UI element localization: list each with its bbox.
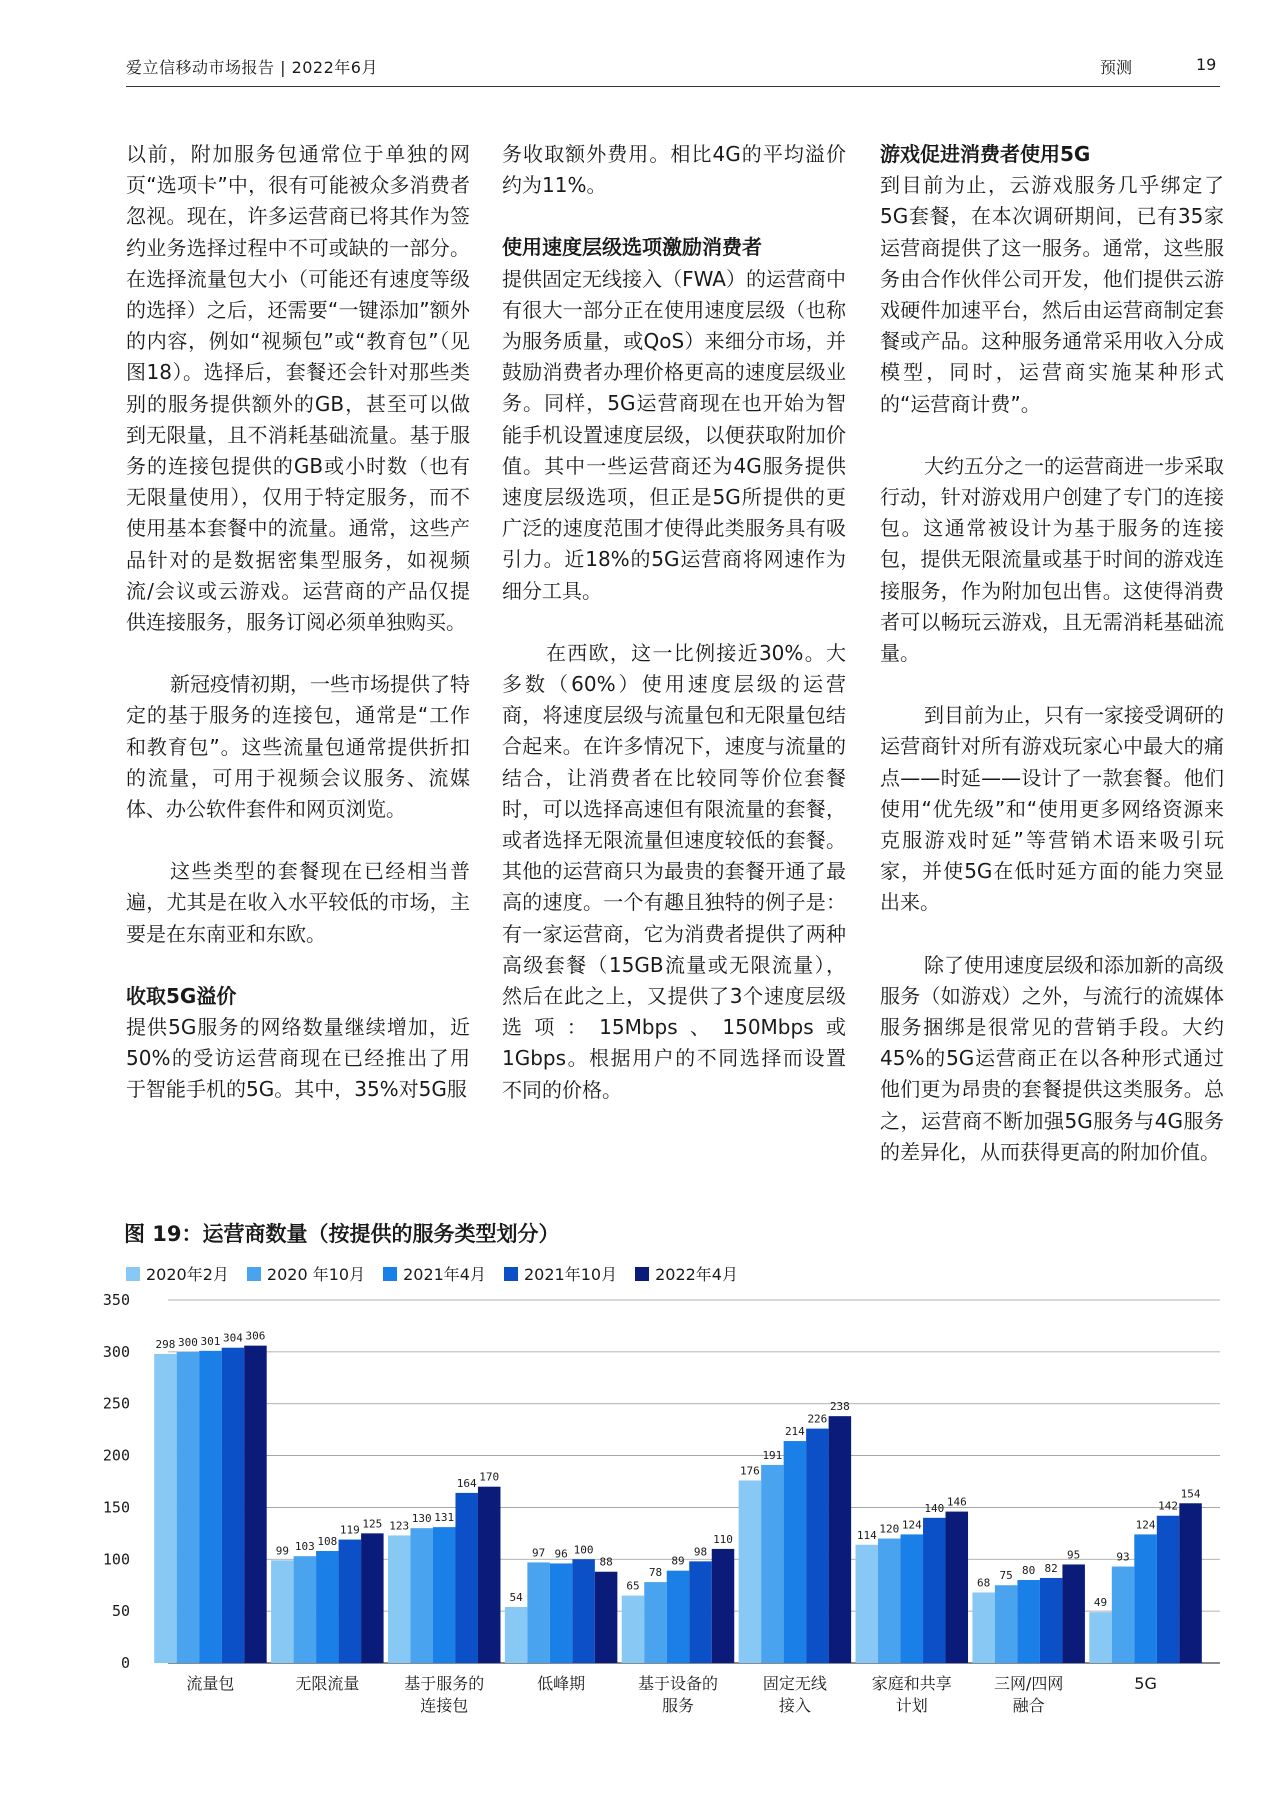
data-label: 93	[1116, 1550, 1130, 1564]
data-label: 124	[1135, 1518, 1156, 1532]
bar	[689, 1561, 712, 1663]
bar	[595, 1572, 618, 1663]
x-tick-label: 基于服务的	[404, 1674, 485, 1693]
data-label: 110	[713, 1532, 733, 1546]
bar-chart	[100, 1292, 1230, 1778]
data-label: 170	[479, 1470, 500, 1484]
x-tick-label: 计划	[895, 1696, 928, 1715]
bar	[761, 1465, 784, 1663]
bar	[199, 1351, 222, 1663]
section-heading: 使用速度层级选项激励消费者	[502, 235, 762, 260]
y-tick-label: 350	[102, 1292, 130, 1309]
paragraph: 到目前为止，云游戏服务几乎绑定了5G套餐，在本次调研期间，已有35家运营商提供了这一服务。通常，这些服务由合作伙伴公司开发，他们提供云游戏硬件加速平台，然后由运营商制定套餐或产品。这种服务通常采用收入分成模型，同时，运营商实施某种形式的“运营商计费”。	[880, 173, 1224, 416]
bar	[644, 1582, 667, 1663]
legend-item	[126, 1262, 229, 1285]
data-label: 75	[999, 1569, 1013, 1583]
bar	[316, 1551, 339, 1663]
chart-legend	[126, 1262, 738, 1285]
x-tick-label: 固定无线	[762, 1674, 827, 1693]
legend-item	[504, 1262, 617, 1285]
y-tick-label: 100	[102, 1550, 130, 1569]
bar	[739, 1480, 762, 1663]
bar	[712, 1549, 735, 1663]
text-column-2	[502, 139, 846, 1137]
data-label: 95	[1067, 1548, 1081, 1562]
bar	[667, 1571, 690, 1663]
bar	[339, 1540, 362, 1663]
bar	[505, 1607, 527, 1663]
data-label: 146	[946, 1495, 967, 1509]
bar	[995, 1585, 1018, 1663]
data-label: 124	[901, 1518, 922, 1532]
legend-label: 2022年4月	[655, 1265, 738, 1284]
x-tick-label: 基于设备的	[637, 1674, 719, 1693]
data-label: 100	[573, 1543, 594, 1557]
y-tick-label: 50	[111, 1602, 130, 1621]
y-tick-label: 150	[102, 1498, 130, 1517]
header-section: 预测	[1100, 58, 1133, 77]
data-label: 304	[223, 1331, 243, 1345]
data-label: 80	[1022, 1564, 1036, 1578]
legend-item	[635, 1262, 738, 1285]
bar	[901, 1534, 924, 1663]
bar	[550, 1563, 573, 1663]
data-label: 99	[275, 1544, 289, 1558]
header-divider	[126, 86, 1220, 87]
x-tick-label: 无限流量	[295, 1674, 360, 1693]
data-label: 119	[339, 1523, 360, 1537]
data-label: 191	[762, 1448, 783, 1462]
data-label: 164	[456, 1476, 477, 1490]
bar	[1017, 1580, 1040, 1663]
paragraph: 务收取额外费用。相比4G的平均溢价约为11%。	[502, 142, 846, 198]
legend-item	[383, 1262, 486, 1285]
data-label: 120	[879, 1522, 900, 1536]
legend-swatch	[504, 1267, 518, 1281]
legend-swatch	[383, 1267, 397, 1281]
data-label: 140	[924, 1501, 945, 1515]
legend-label: 2020年2月	[146, 1265, 229, 1284]
legend-label: 2021年4月	[403, 1265, 486, 1284]
bar	[784, 1441, 807, 1663]
legend-label: 2020 年10月	[266, 1265, 366, 1284]
bar	[294, 1556, 317, 1663]
bar	[1089, 1612, 1112, 1663]
x-tick-label: 流量包	[186, 1674, 235, 1693]
section-heading: 游戏促进消费者使用5G	[880, 142, 1091, 166]
bar	[244, 1346, 267, 1663]
bar	[388, 1535, 411, 1663]
data-label: 108	[317, 1534, 338, 1548]
legend-swatch	[247, 1267, 261, 1281]
bar	[527, 1562, 550, 1663]
bar	[856, 1545, 879, 1663]
figure-title: 图 19：运营商数量（按提供的服务类型划分）	[124, 1222, 560, 1246]
text-column-3	[880, 139, 1224, 1199]
data-label: 226	[807, 1412, 828, 1426]
paragraph: 提供固定无线接入（FWA）的运营商中有很大一部分正在使用速度层级（也称为服务质量，或QoS）来细分市场，并鼓励消费者办理价格更高的速度层级业务。同样，5G运营商现在也开始为智能手机设置速度层级，以便获取附加价值。其中一些运营商还为4G服务提供速度层级选项，但正是5G所提供的更广泛的速度范围才使得此类服务具有吸引力。近18%的5G运营商将网速作为细分工具。	[502, 266, 846, 603]
bar	[1134, 1534, 1157, 1663]
bar	[878, 1539, 901, 1663]
bar	[572, 1559, 595, 1663]
text-column-1	[126, 139, 470, 1137]
bar	[829, 1416, 852, 1663]
x-tick-label: 连接包	[420, 1696, 469, 1715]
bar	[154, 1354, 177, 1663]
x-tick-label: 服务	[661, 1696, 695, 1715]
bar	[177, 1352, 200, 1663]
bar	[1112, 1567, 1135, 1663]
data-label: 131	[434, 1511, 455, 1525]
legend-label: 2021年10月	[523, 1265, 618, 1284]
bar	[455, 1493, 478, 1663]
data-label: 97	[531, 1546, 546, 1560]
paragraph: 提供5G服务的网络数量继续增加，近50%的受访运营商现在已经推出了用于智能手机的5G。其中，35%对5G服	[126, 1015, 470, 1102]
bar	[478, 1487, 501, 1663]
data-label: 54	[509, 1590, 523, 1604]
paragraph: 这些类型的套餐现在已经相当普遍，尤其是在收入水平较低的市场，主要是在东南亚和东欧。	[126, 859, 470, 946]
data-label: 49	[1093, 1596, 1108, 1610]
bar	[622, 1596, 645, 1663]
data-label: 103	[294, 1540, 315, 1554]
data-label: 214	[784, 1425, 805, 1439]
x-tick-label: 三网/四网	[993, 1674, 1064, 1693]
legend-swatch	[635, 1267, 649, 1281]
legend-swatch	[126, 1267, 140, 1281]
bar	[361, 1533, 384, 1663]
data-label: 301	[200, 1334, 221, 1348]
data-label: 98	[693, 1545, 708, 1559]
x-tick-label: 融合	[1012, 1696, 1045, 1715]
header-report-title: 爱立信移动市场报告 | 2022年6月	[126, 58, 378, 77]
paragraph: 在西欧，这一比例接近30%。大多数（60%）使用速度层级的运营商，将速度层级与流量包和无限量包结合起来。在许多情况下，速度与流量的结合，让消费者在比较同等价位套餐时，可以选择高速但有限流量的套餐，或者选择无限流量但速度较低的套餐。其他的运营商只为最贵的套餐开通了最高的速度。一个有趣且独特的例子是：有一家运营商，它为消费者提供了两种高级套餐（15GB流量或无限流量），然后在此之上，又提供了3个速度层级选项：15Mbps、150Mbps或1Gbps。根据用户的不同选择而设置不同的价格。	[502, 640, 846, 1102]
data-label: 176	[739, 1464, 760, 1478]
x-tick-label: 5G	[1134, 1674, 1157, 1693]
y-tick-label: 0	[120, 1654, 130, 1672]
section-heading: 收取5G溢价	[126, 983, 237, 1008]
bar	[1062, 1564, 1085, 1663]
paragraph: 除了使用速度层级和添加新的高级服务（如游戏）之外，与流行的流媒体服务捆绑是很常见的营销手段。大约45%的5G运营商正在以各种形式通过他们更为昂贵的套餐提供这类服务。总之，运营商不断加强5G服务与4G服务的差异化，从而获得更高的附加价值。	[880, 952, 1224, 1164]
data-label: 88	[599, 1555, 613, 1569]
x-tick-label: 低峰期	[537, 1674, 586, 1693]
bar	[433, 1527, 456, 1663]
bar	[271, 1560, 294, 1663]
paragraph: 新冠疫情初期，一些市场提供了特定的基于服务的连接包，通常是“工作和教育包”。这些流量包通常提供折扣的流量，可用于视频会议服务、流媒体、办公软件套件和网页浏览。	[126, 672, 470, 822]
data-label: 96	[554, 1547, 568, 1561]
bar	[410, 1528, 433, 1663]
data-label: 82	[1044, 1561, 1058, 1575]
data-label: 125	[362, 1517, 383, 1531]
paragraph: 大约五分之一的运营商进一步采取行动，针对游戏用户创建了专门的连接包。这通常被设计为基于服务的连接包，提供无限流量或基于时间的游戏连接服务，作为附加包出售。这使得消费者可以畅玩云游戏，且无需消耗基础流量。	[880, 453, 1224, 666]
data-label: 142	[1158, 1499, 1178, 1513]
data-label: 306	[245, 1329, 266, 1343]
data-label: 89	[671, 1554, 685, 1568]
paragraph: 到目前为止，只有一家接受调研的运营商针对所有游戏玩家心中最大的痛点——时延——设计了一款套餐。他们使用“优先级”和“使用更多网络资源来克服游戏时延”等营销术语来吸引玩家，并使5G在低时延方面的能力突显出来。	[880, 703, 1224, 915]
bar	[806, 1429, 829, 1663]
data-label: 78	[648, 1566, 663, 1580]
paragraph: 以前，附加服务包通常位于单独的网页“选项卡”中，很有可能被众多消费者忽视。现在，许多运营商已将其作为签约业务选择过程中不可或缺的一部分。在选择流量包大小（可能还有速度等级的选择）之后，还需要“一键添加”额外的内容，例如“视频包”或“教育包”（见图18）。选择后，套餐还会针对那些类别的服务提供额外的GB，甚至可以做到无限量，且不消耗基础流量。基于服务的连接包提供的GB或小时数（也有无限量使用），仅用于特定服务，而不使用基本套餐中的流量。通常，这些产品针对的是数据密集型服务，如视频流/会议或云游戏。运营商的产品仅提供连接服务，服务订阅必须单独购买。	[126, 142, 470, 635]
legend-item	[247, 1262, 365, 1285]
data-label: 65	[626, 1579, 640, 1593]
data-label: 114	[856, 1528, 877, 1542]
bar	[923, 1518, 946, 1663]
bar	[222, 1348, 245, 1663]
data-label: 130	[411, 1512, 432, 1526]
page-number: 19	[1196, 55, 1217, 74]
data-label: 68	[977, 1576, 991, 1590]
x-tick-label: 家庭和共享	[871, 1674, 952, 1693]
data-label: 300	[178, 1335, 198, 1349]
data-label: 123	[389, 1519, 410, 1533]
bar	[946, 1512, 969, 1663]
bar	[1179, 1503, 1202, 1663]
data-label: 238	[829, 1400, 850, 1414]
bar	[972, 1592, 995, 1663]
bar	[1157, 1516, 1180, 1663]
data-label: 298	[155, 1337, 176, 1351]
data-label: 154	[1180, 1487, 1201, 1501]
y-tick-label: 250	[102, 1394, 130, 1413]
y-tick-label: 300	[102, 1342, 130, 1361]
x-tick-label: 接入	[778, 1696, 811, 1715]
bar	[1040, 1578, 1063, 1663]
y-tick-label: 200	[102, 1446, 130, 1465]
